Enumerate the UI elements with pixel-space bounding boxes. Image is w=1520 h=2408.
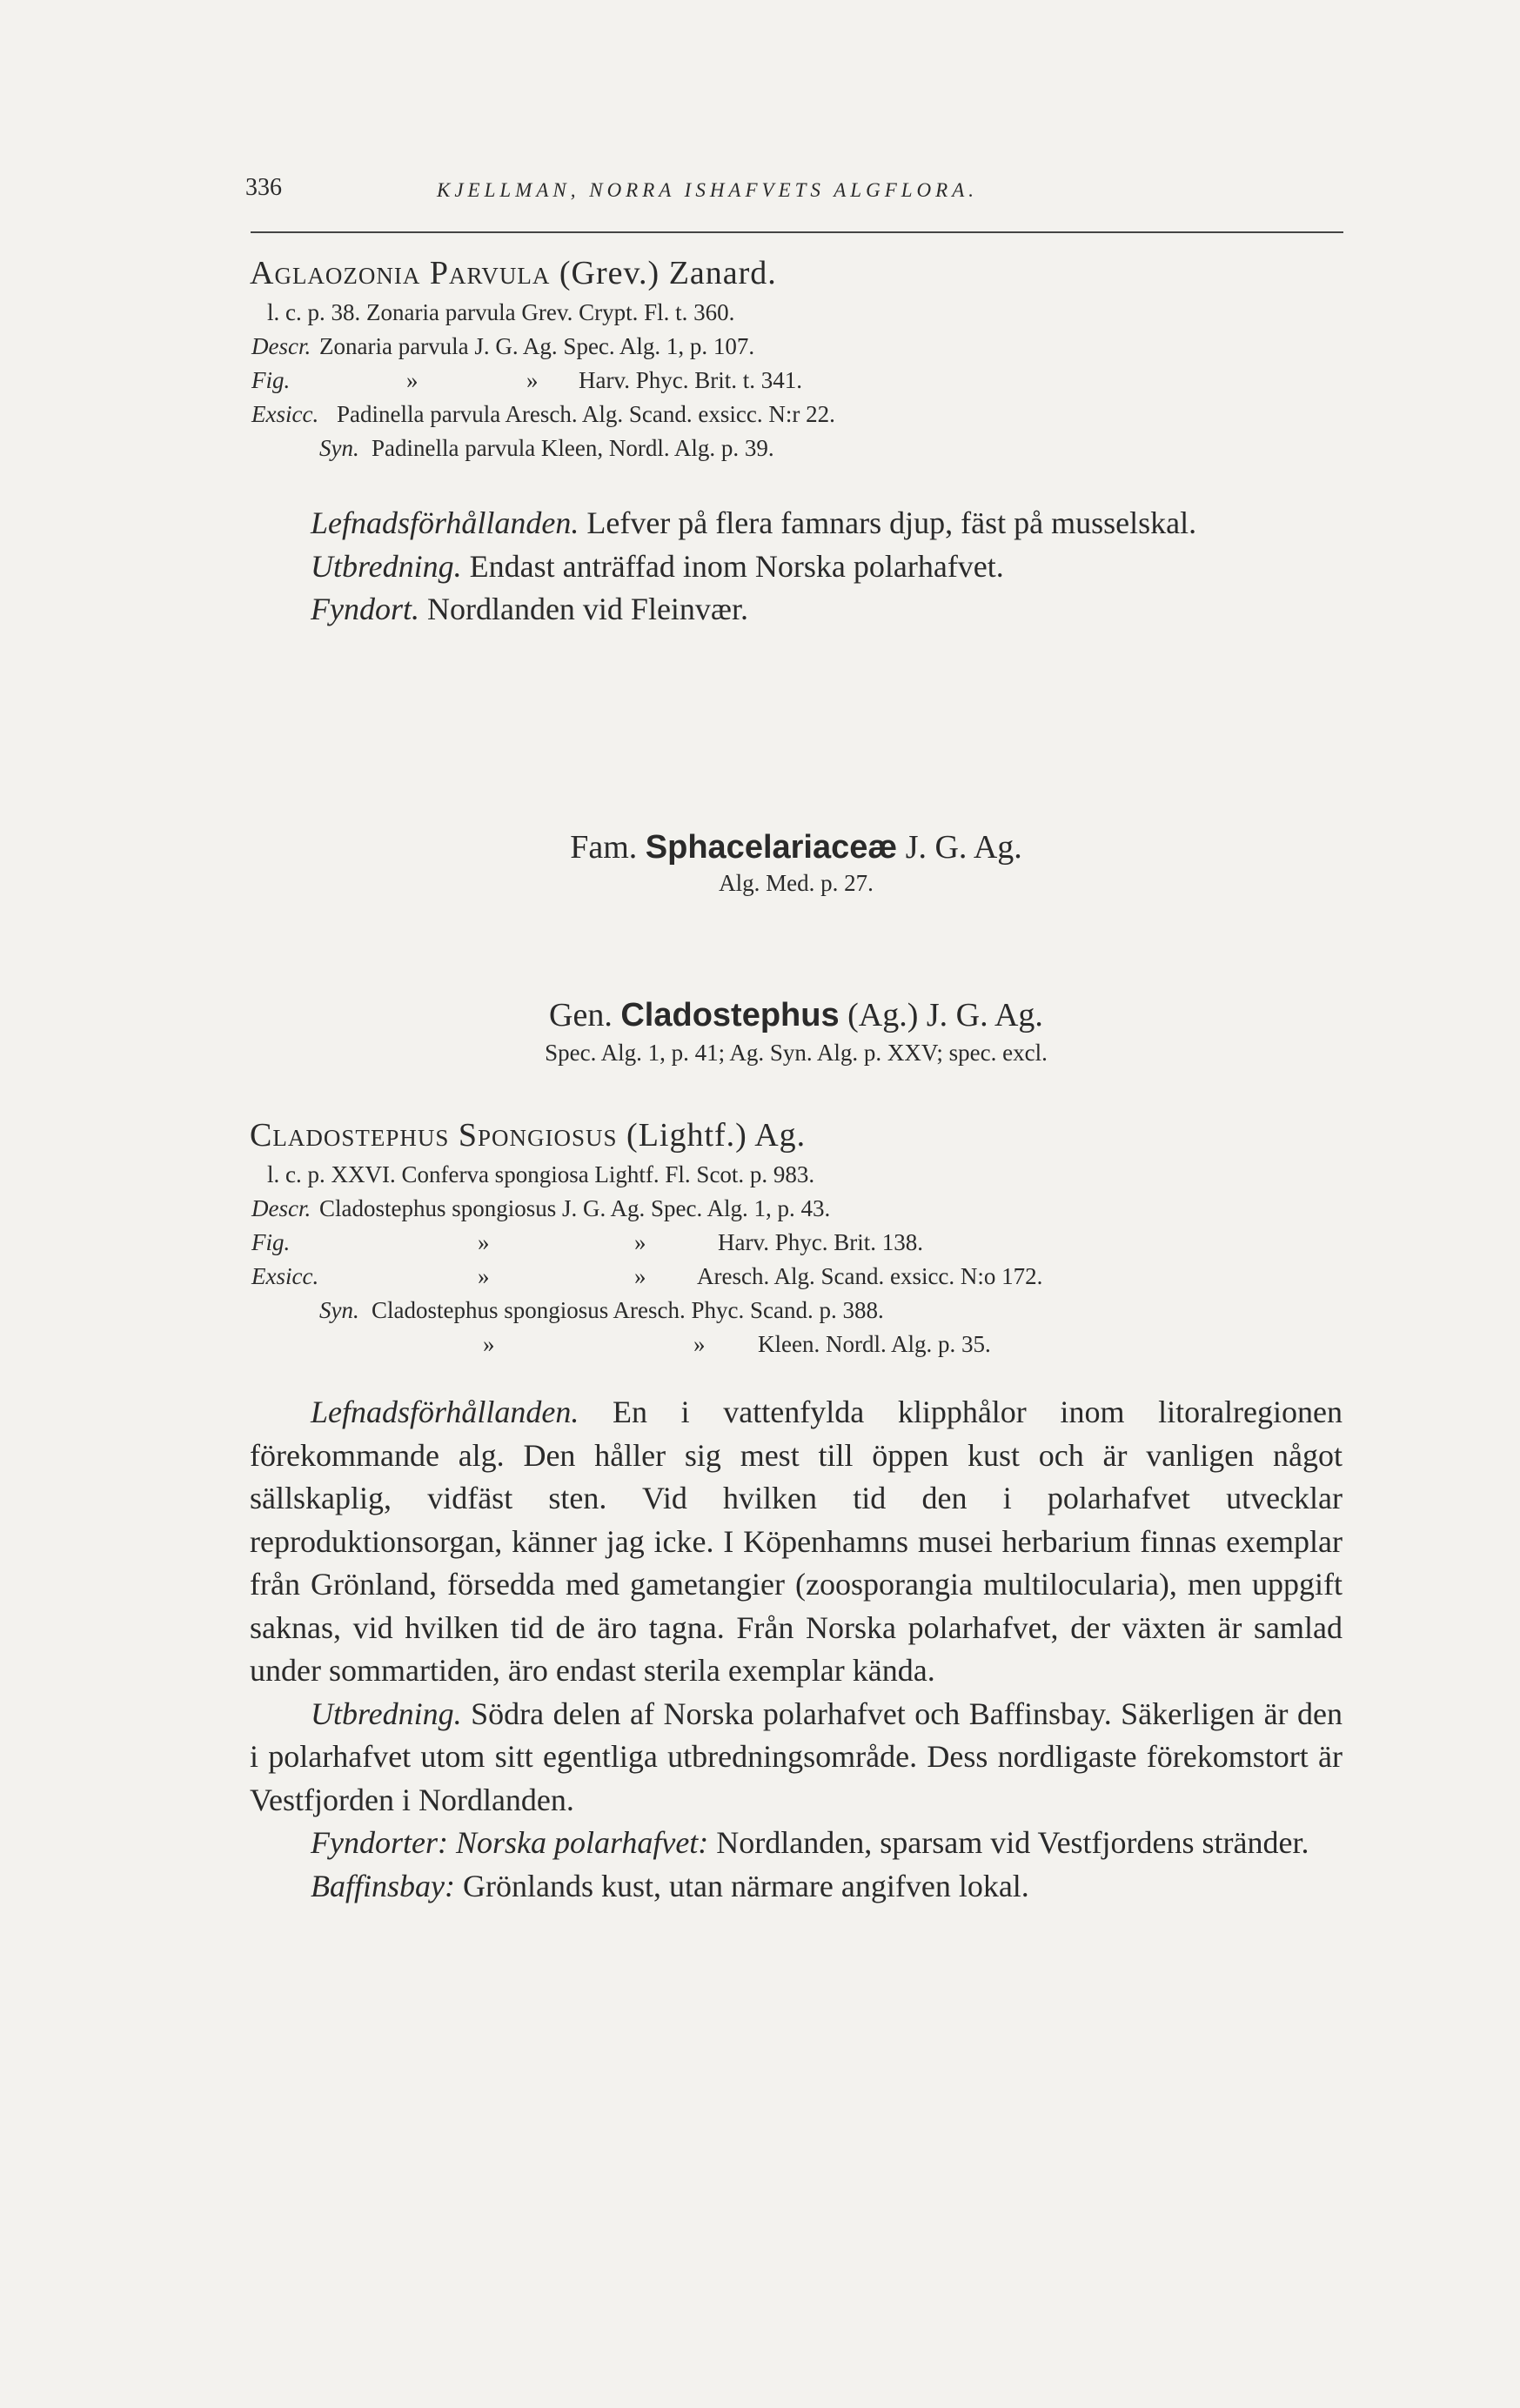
citation-line: » » Kleen. Nordl. Alg. p. 35.	[483, 1331, 991, 1357]
locality-paragraph: Fyndort. Nordlanden vid Fleinvær.	[311, 592, 748, 626]
citation-line: l. c. p. XXVI. Conferva spongiosa Lightf. Fl. Scot. p. 983.	[267, 1161, 815, 1187]
citation-line: Descr. Cladostephus spongiosus J. G. Ag. Spec. Alg. 1, p. 43.	[251, 1195, 831, 1221]
species-aglaozonia-parvula	[250, 254, 1343, 632]
header-rule	[251, 231, 1343, 233]
citation-line: l. c. p. 38. Zonaria parvula Grev. Crypt. Fl. t. 360.	[267, 299, 735, 325]
species-cladostephus-spongiosus	[250, 1116, 1343, 1908]
citation-line: Syn. Padinella parvula Kleen, Nordl. Alg. p. 39.	[319, 435, 774, 461]
page-number: 336	[245, 174, 282, 201]
habitat-paragraph: Lefnadsförhållanden. En i vattenfylda klipphålor inom litoralregionen förekommande alg. Den håller sig mest till öppen kust och är vanligen något sällskaplig, vidfäst sten. Vid hvilken tid den i polarhafvet utvecklar reproduktionsorgan, känner jag icke. I Köpenhamns musei herbarium finnas exemplar från Grönland, försedda med gametangier (zoosporangia multilocularia), men uppgift saknas, vid hvilken tid de äro tagna. Från Norska polarhafvet, der växten är samlad under sommartiden, äro endast sterila exemplar kända.	[250, 1395, 1343, 1688]
localities-baffinsbay: Baffinsbay: Grönlands kust, utan närmare angifven lokal.	[311, 1868, 1029, 1903]
citation-line: Exsicc. » » Aresch. Alg. Scand. exsicc. N:o 172.	[251, 1263, 1043, 1289]
genus-heading: Gen. Cladostephus (Ag.) J. G. Ag. Spec. Alg. 1, p. 41; Ag. Syn. Alg. p. XXV; spec. excl.	[250, 996, 1343, 1067]
species-heading: Cladostephus Spongiosus (Lightf.) Ag.	[250, 1117, 807, 1154]
genus-reference: Spec. Alg. 1, p. 41; Ag. Syn. Alg. p. XXV; spec. excl.	[545, 1040, 1048, 1066]
page-header	[245, 174, 1342, 209]
citation-block	[250, 299, 1343, 469]
citation-line: Exsicc. Padinella parvula Aresch. Alg. Scand. exsicc. N:r 22.	[251, 401, 835, 427]
distribution-paragraph: Utbredning. Södra delen af Norska polarhafvet och Baffinsbay. Säkerligen är den i polarhafvet utom sitt egentliga utbredningsområde. Dess nordligaste förekomstort är Vestfjorden i Nordlanden.	[250, 1696, 1343, 1817]
species-description	[250, 1391, 1343, 1908]
family-reference: Alg. Med. p. 27.	[719, 870, 874, 896]
species-heading: Aglaozonia Parvula (Grev.) Zanard.	[250, 255, 777, 291]
distribution-paragraph: Utbredning. Endast anträffad inom Norska polarhafvet.	[311, 548, 1004, 584]
family-heading: Fam. Sphacelariaceæ J. G. Ag. Alg. Med. p. 27.	[250, 828, 1343, 897]
citation-line: Fig. » » Harv. Phyc. Brit. t. 341.	[251, 367, 802, 393]
running-title: KJELLMAN, NORRA ISHAFVETS ALGFLORA.	[437, 179, 979, 201]
citation-line: Descr. Zonaria parvula J. G. Ag. Spec. Alg. 1, p. 107.	[251, 333, 755, 359]
habitat-paragraph: Lefnadsförhållanden. Lefver på flera famnars djup, fäst på musselskal.	[311, 505, 1197, 540]
localities-paragraph: Fyndorter: Norska polarhafvet: Nordlanden, sparsam vid Vestfjordens stränder.	[311, 1825, 1309, 1860]
citation-line: Syn. Cladostephus spongiosus Aresch. Phyc. Scand. p. 388.	[319, 1297, 884, 1323]
citation-block	[250, 1161, 1343, 1365]
citation-line: Fig. » » Harv. Phyc. Brit. 138.	[251, 1229, 923, 1255]
species-description	[250, 502, 1343, 632]
